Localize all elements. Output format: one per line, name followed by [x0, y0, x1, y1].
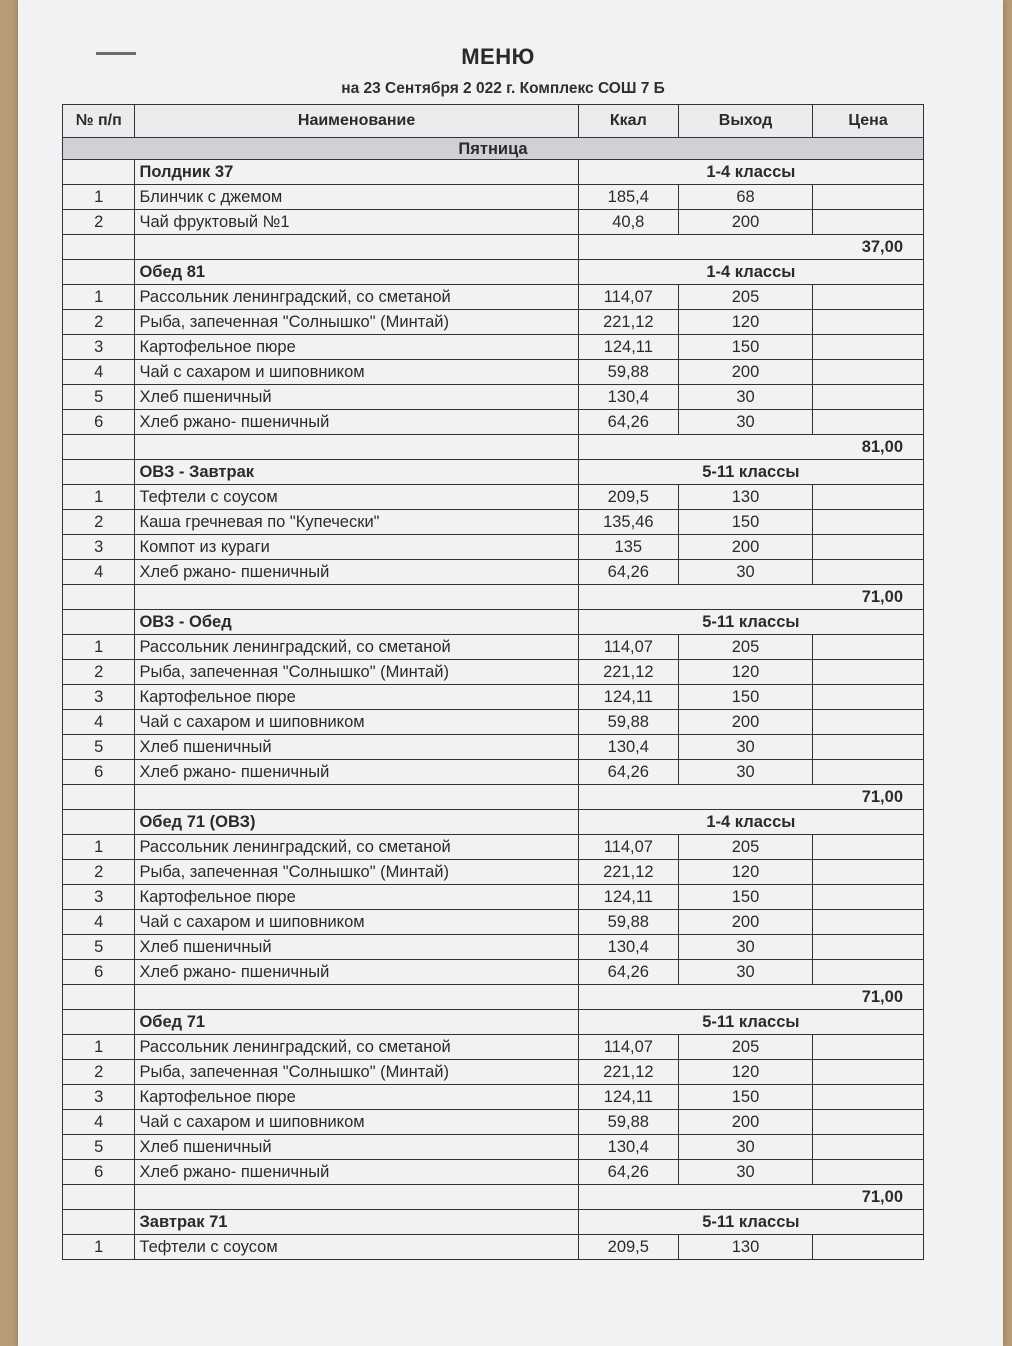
item-num: 4	[63, 360, 135, 385]
item-name: Хлеб пшеничный	[135, 385, 578, 410]
item-out: 68	[678, 185, 812, 210]
table-row	[63, 960, 924, 985]
item-kcal: 64,26	[578, 410, 678, 435]
item-kcal: 114,07	[578, 635, 678, 660]
item-price	[813, 285, 924, 310]
item-kcal: 64,26	[578, 560, 678, 585]
section-name: Обед 81	[135, 260, 578, 285]
total-num-empty	[63, 235, 135, 260]
item-num: 6	[63, 760, 135, 785]
section-num-empty	[63, 1210, 135, 1235]
table-row	[63, 860, 924, 885]
item-kcal: 185,4	[578, 185, 678, 210]
item-price	[813, 335, 924, 360]
total-price: 71,00	[578, 785, 923, 810]
table-row	[63, 210, 924, 235]
table-row	[63, 560, 924, 585]
item-num: 5	[63, 735, 135, 760]
item-name: Хлеб ржано- пшеничный	[135, 410, 578, 435]
item-price	[813, 760, 924, 785]
item-out: 120	[678, 660, 812, 685]
item-kcal: 64,26	[578, 960, 678, 985]
item-name: Картофельное пюре	[135, 335, 578, 360]
item-kcal: 114,07	[578, 1035, 678, 1060]
section-header-row	[63, 260, 924, 285]
item-num: 1	[63, 185, 135, 210]
table-row	[63, 510, 924, 535]
item-out: 200	[678, 910, 812, 935]
item-num: 4	[63, 710, 135, 735]
item-kcal: 221,12	[578, 860, 678, 885]
item-out: 30	[678, 560, 812, 585]
section-header-row	[63, 810, 924, 835]
table-row	[63, 760, 924, 785]
item-kcal: 130,4	[578, 935, 678, 960]
item-out: 30	[678, 960, 812, 985]
item-name: Тефтели с соусом	[135, 1235, 578, 1260]
table-row	[63, 885, 924, 910]
table-row	[63, 1085, 924, 1110]
item-out: 200	[678, 710, 812, 735]
item-price	[813, 960, 924, 985]
item-kcal: 130,4	[578, 735, 678, 760]
item-kcal: 124,11	[578, 335, 678, 360]
day-label: Пятница	[63, 138, 924, 160]
item-kcal: 59,88	[578, 360, 678, 385]
table-row	[63, 1135, 924, 1160]
item-price	[813, 1035, 924, 1060]
item-out: 120	[678, 860, 812, 885]
total-name-empty	[135, 785, 578, 810]
item-out: 30	[678, 760, 812, 785]
section-num-empty	[63, 610, 135, 635]
item-kcal: 114,07	[578, 285, 678, 310]
section-header-row	[63, 460, 924, 485]
header-row	[63, 105, 924, 138]
total-price: 71,00	[578, 585, 923, 610]
total-price: 81,00	[578, 435, 923, 460]
table-row	[63, 835, 924, 860]
item-num: 3	[63, 1085, 135, 1110]
table-row	[63, 735, 924, 760]
item-name: Компот из кураги	[135, 535, 578, 560]
item-name: Рыба, запеченная "Солнышко" (Минтай)	[135, 1060, 578, 1085]
col-header-num: № п/п	[63, 105, 135, 138]
section-name: Завтрак 71	[135, 1210, 578, 1235]
item-num: 3	[63, 885, 135, 910]
item-name: Хлеб пшеничный	[135, 1135, 578, 1160]
item-price	[813, 1060, 924, 1085]
item-kcal: 124,11	[578, 685, 678, 710]
page-subtitle: на 23 Сентября 2 022 г. Комплекс СОШ 7 Б	[341, 80, 665, 97]
section-grade: 5-11 классы	[578, 460, 923, 485]
total-price: 71,00	[578, 1185, 923, 1210]
table-row	[63, 910, 924, 935]
item-out: 130	[678, 485, 812, 510]
table-row	[63, 635, 924, 660]
item-out: 150	[678, 1085, 812, 1110]
item-num: 6	[63, 960, 135, 985]
table-row	[63, 935, 924, 960]
total-price: 37,00	[578, 235, 923, 260]
item-price	[813, 885, 924, 910]
total-row	[63, 785, 924, 810]
section-num-empty	[63, 160, 135, 185]
item-price	[813, 485, 924, 510]
item-num: 2	[63, 210, 135, 235]
item-num: 5	[63, 1135, 135, 1160]
item-out: 30	[678, 410, 812, 435]
item-name: Картофельное пюре	[135, 1085, 578, 1110]
item-name: Тефтели с соусом	[135, 485, 578, 510]
section-name: Обед 71 (ОВЗ)	[135, 810, 578, 835]
menu-table	[62, 104, 924, 1260]
item-kcal: 135	[578, 535, 678, 560]
item-num: 6	[63, 1160, 135, 1185]
item-price	[813, 360, 924, 385]
item-out: 150	[678, 685, 812, 710]
section-num-empty	[63, 1010, 135, 1035]
item-num: 1	[63, 1235, 135, 1260]
item-num: 2	[63, 860, 135, 885]
col-header-price: Цена	[813, 105, 924, 138]
item-out: 120	[678, 1060, 812, 1085]
section-num-empty	[63, 810, 135, 835]
section-header-row	[63, 1010, 924, 1035]
item-kcal: 221,12	[578, 660, 678, 685]
total-name-empty	[135, 235, 578, 260]
section-name: Полдник 37	[135, 160, 578, 185]
item-kcal: 209,5	[578, 1235, 678, 1260]
section-name: ОВЗ - Обед	[135, 610, 578, 635]
total-row	[63, 1185, 924, 1210]
item-price	[813, 685, 924, 710]
page-title: МЕНЮ	[461, 44, 535, 69]
item-num: 4	[63, 1110, 135, 1135]
item-out: 150	[678, 335, 812, 360]
section-header-row	[63, 610, 924, 635]
item-out: 150	[678, 885, 812, 910]
item-num: 5	[63, 935, 135, 960]
table-row	[63, 1110, 924, 1135]
item-price	[813, 735, 924, 760]
item-name: Хлеб ржано- пшеничный	[135, 760, 578, 785]
item-kcal: 124,11	[578, 1085, 678, 1110]
table-row	[63, 1060, 924, 1085]
col-header-name: Наименование	[135, 105, 578, 138]
item-price	[813, 210, 924, 235]
item-out: 200	[678, 1110, 812, 1135]
item-num: 2	[63, 310, 135, 335]
item-name: Чай с сахаром и шиповником	[135, 360, 578, 385]
table-row	[63, 385, 924, 410]
item-out: 205	[678, 1035, 812, 1060]
item-num: 4	[63, 910, 135, 935]
item-out: 30	[678, 385, 812, 410]
item-kcal: 59,88	[578, 910, 678, 935]
item-price	[813, 185, 924, 210]
total-num-empty	[63, 785, 135, 810]
item-kcal: 221,12	[578, 1060, 678, 1085]
menu-table-body	[63, 138, 924, 1260]
item-price	[813, 385, 924, 410]
item-price	[813, 1160, 924, 1185]
section-header-row	[63, 1210, 924, 1235]
item-out: 150	[678, 510, 812, 535]
table-row	[63, 485, 924, 510]
item-num: 2	[63, 510, 135, 535]
item-name: Хлеб ржано- пшеничный	[135, 1160, 578, 1185]
item-name: Каша гречневая по "Купечески"	[135, 510, 578, 535]
section-num-empty	[63, 260, 135, 285]
item-price	[813, 835, 924, 860]
table-row	[63, 360, 924, 385]
item-num: 6	[63, 410, 135, 435]
table-row	[63, 660, 924, 685]
item-price	[813, 1110, 924, 1135]
section-grade: 5-11 классы	[578, 1010, 923, 1035]
item-out: 200	[678, 360, 812, 385]
item-name: Чай с сахаром и шиповником	[135, 1110, 578, 1135]
total-num-empty	[63, 435, 135, 460]
item-name: Блинчик с джемом	[135, 185, 578, 210]
total-row	[63, 585, 924, 610]
total-row	[63, 435, 924, 460]
section-grade: 1-4 классы	[578, 810, 923, 835]
item-price	[813, 860, 924, 885]
item-kcal: 221,12	[578, 310, 678, 335]
item-kcal: 124,11	[578, 885, 678, 910]
col-header-kcal: Ккал	[578, 105, 678, 138]
section-grade: 1-4 классы	[578, 160, 923, 185]
table-row	[63, 1035, 924, 1060]
item-num: 2	[63, 660, 135, 685]
item-kcal: 114,07	[578, 835, 678, 860]
total-row	[63, 985, 924, 1010]
item-name: Рассольник ленинградский, со сметаной	[135, 285, 578, 310]
item-price	[813, 1135, 924, 1160]
item-num: 3	[63, 685, 135, 710]
item-kcal: 135,46	[578, 510, 678, 535]
section-grade: 5-11 классы	[578, 610, 923, 635]
item-name: Рассольник ленинградский, со сметаной	[135, 835, 578, 860]
section-num-empty	[63, 460, 135, 485]
item-kcal: 130,4	[578, 1135, 678, 1160]
item-out: 205	[678, 635, 812, 660]
item-price	[813, 1235, 924, 1260]
item-name: Рассольник ленинградский, со сметаной	[135, 1035, 578, 1060]
section-grade: 5-11 классы	[578, 1210, 923, 1235]
item-num: 1	[63, 635, 135, 660]
item-num: 2	[63, 1060, 135, 1085]
item-kcal: 209,5	[578, 485, 678, 510]
item-price	[813, 310, 924, 335]
item-out: 200	[678, 535, 812, 560]
item-price	[813, 660, 924, 685]
item-name: Хлеб ржано- пшеничный	[135, 560, 578, 585]
item-out: 205	[678, 835, 812, 860]
item-name: Хлеб ржано- пшеничный	[135, 960, 578, 985]
table-row	[63, 1235, 924, 1260]
total-price: 71,00	[578, 985, 923, 1010]
item-kcal: 59,88	[578, 710, 678, 735]
item-num: 1	[63, 835, 135, 860]
item-num: 1	[63, 485, 135, 510]
total-name-empty	[135, 585, 578, 610]
item-price	[813, 510, 924, 535]
item-out: 30	[678, 735, 812, 760]
total-name-empty	[135, 1185, 578, 1210]
item-name: Чай фруктовый №1	[135, 210, 578, 235]
col-header-out: Выход	[678, 105, 812, 138]
section-name: ОВЗ - Завтрак	[135, 460, 578, 485]
item-name: Рассольник ленинградский, со сметаной	[135, 635, 578, 660]
table-row	[63, 1160, 924, 1185]
item-num: 1	[63, 285, 135, 310]
table-row	[63, 535, 924, 560]
item-out: 130	[678, 1235, 812, 1260]
total-num-empty	[63, 1185, 135, 1210]
item-name: Хлеб пшеничный	[135, 935, 578, 960]
table-row	[63, 710, 924, 735]
item-out: 200	[678, 210, 812, 235]
item-kcal: 64,26	[578, 1160, 678, 1185]
table-row	[63, 335, 924, 360]
item-name: Чай с сахаром и шиповником	[135, 710, 578, 735]
item-name: Картофельное пюре	[135, 685, 578, 710]
table-row	[63, 185, 924, 210]
item-name: Рыба, запеченная "Солнышко" (Минтай)	[135, 860, 578, 885]
item-out: 30	[678, 1160, 812, 1185]
item-price	[813, 410, 924, 435]
item-price	[813, 935, 924, 960]
item-price	[813, 710, 924, 735]
item-out: 120	[678, 310, 812, 335]
item-out: 205	[678, 285, 812, 310]
item-num: 1	[63, 1035, 135, 1060]
item-name: Рыба, запеченная "Солнышко" (Минтай)	[135, 660, 578, 685]
item-price	[813, 1085, 924, 1110]
total-row	[63, 235, 924, 260]
item-kcal: 64,26	[578, 760, 678, 785]
item-kcal: 130,4	[578, 385, 678, 410]
item-price	[813, 635, 924, 660]
item-kcal: 40,8	[578, 210, 678, 235]
section-grade: 1-4 классы	[578, 260, 923, 285]
item-out: 30	[678, 935, 812, 960]
table-row	[63, 310, 924, 335]
total-name-empty	[135, 985, 578, 1010]
item-num: 3	[63, 335, 135, 360]
item-out: 30	[678, 1135, 812, 1160]
item-num: 3	[63, 535, 135, 560]
item-num: 4	[63, 560, 135, 585]
table-row	[63, 285, 924, 310]
item-price	[813, 535, 924, 560]
item-num: 5	[63, 385, 135, 410]
item-name: Картофельное пюре	[135, 885, 578, 910]
total-num-empty	[63, 985, 135, 1010]
item-name: Чай с сахаром и шиповником	[135, 910, 578, 935]
item-price	[813, 910, 924, 935]
item-name: Хлеб пшеничный	[135, 735, 578, 760]
table-row	[63, 685, 924, 710]
item-kcal: 59,88	[578, 1110, 678, 1135]
total-name-empty	[135, 435, 578, 460]
table-row	[63, 410, 924, 435]
section-header-row	[63, 160, 924, 185]
day-row	[63, 138, 924, 160]
total-num-empty	[63, 585, 135, 610]
pen-mark	[96, 52, 136, 55]
item-price	[813, 560, 924, 585]
section-name: Обед 71	[135, 1010, 578, 1035]
item-name: Рыба, запеченная "Солнышко" (Минтай)	[135, 310, 578, 335]
